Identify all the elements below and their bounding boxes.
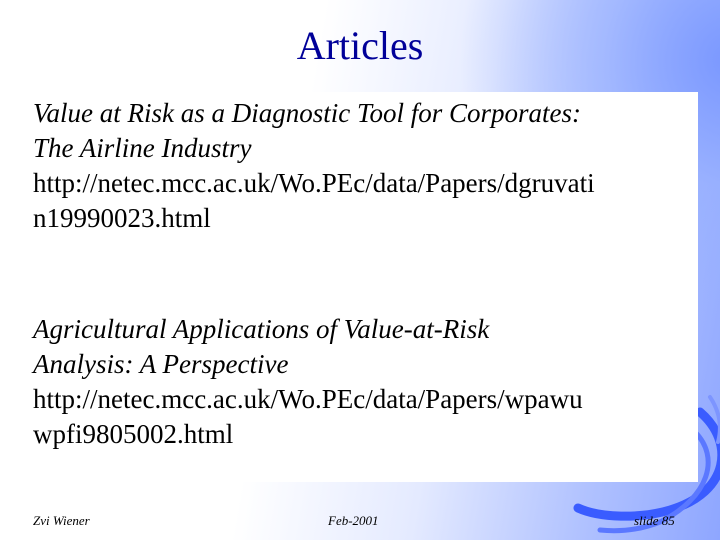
content-panel — [20, 92, 698, 482]
article-url-line: http://netec.mcc.ac.uk/Wo.PEc/data/Papers/wpawu — [33, 384, 583, 414]
article-title-line: Value at Risk as a Diagnostic Tool for Corporates: — [33, 98, 582, 128]
article-url-line: http://netec.mcc.ac.uk/Wo.PEc/data/Papers/dgruvati — [33, 168, 595, 198]
article-title-line: The Airline Industry — [33, 133, 252, 163]
article-entry — [33, 312, 693, 452]
slide-title: Articles — [296, 23, 424, 68]
article-title-line: Analysis: A Perspective — [33, 349, 289, 379]
article-url-line: n19990023.html — [33, 203, 211, 233]
article-title-line: Agricultural Applications of Value-at-Risk — [33, 314, 490, 344]
footer-author: Zvi Wiener — [33, 513, 90, 528]
article-url-line: wpfi9805002.html — [33, 419, 234, 449]
article-entry — [33, 96, 693, 236]
footer-slide-number: slide 85 — [634, 513, 675, 528]
footer-date: Feb-2001 — [328, 513, 379, 528]
